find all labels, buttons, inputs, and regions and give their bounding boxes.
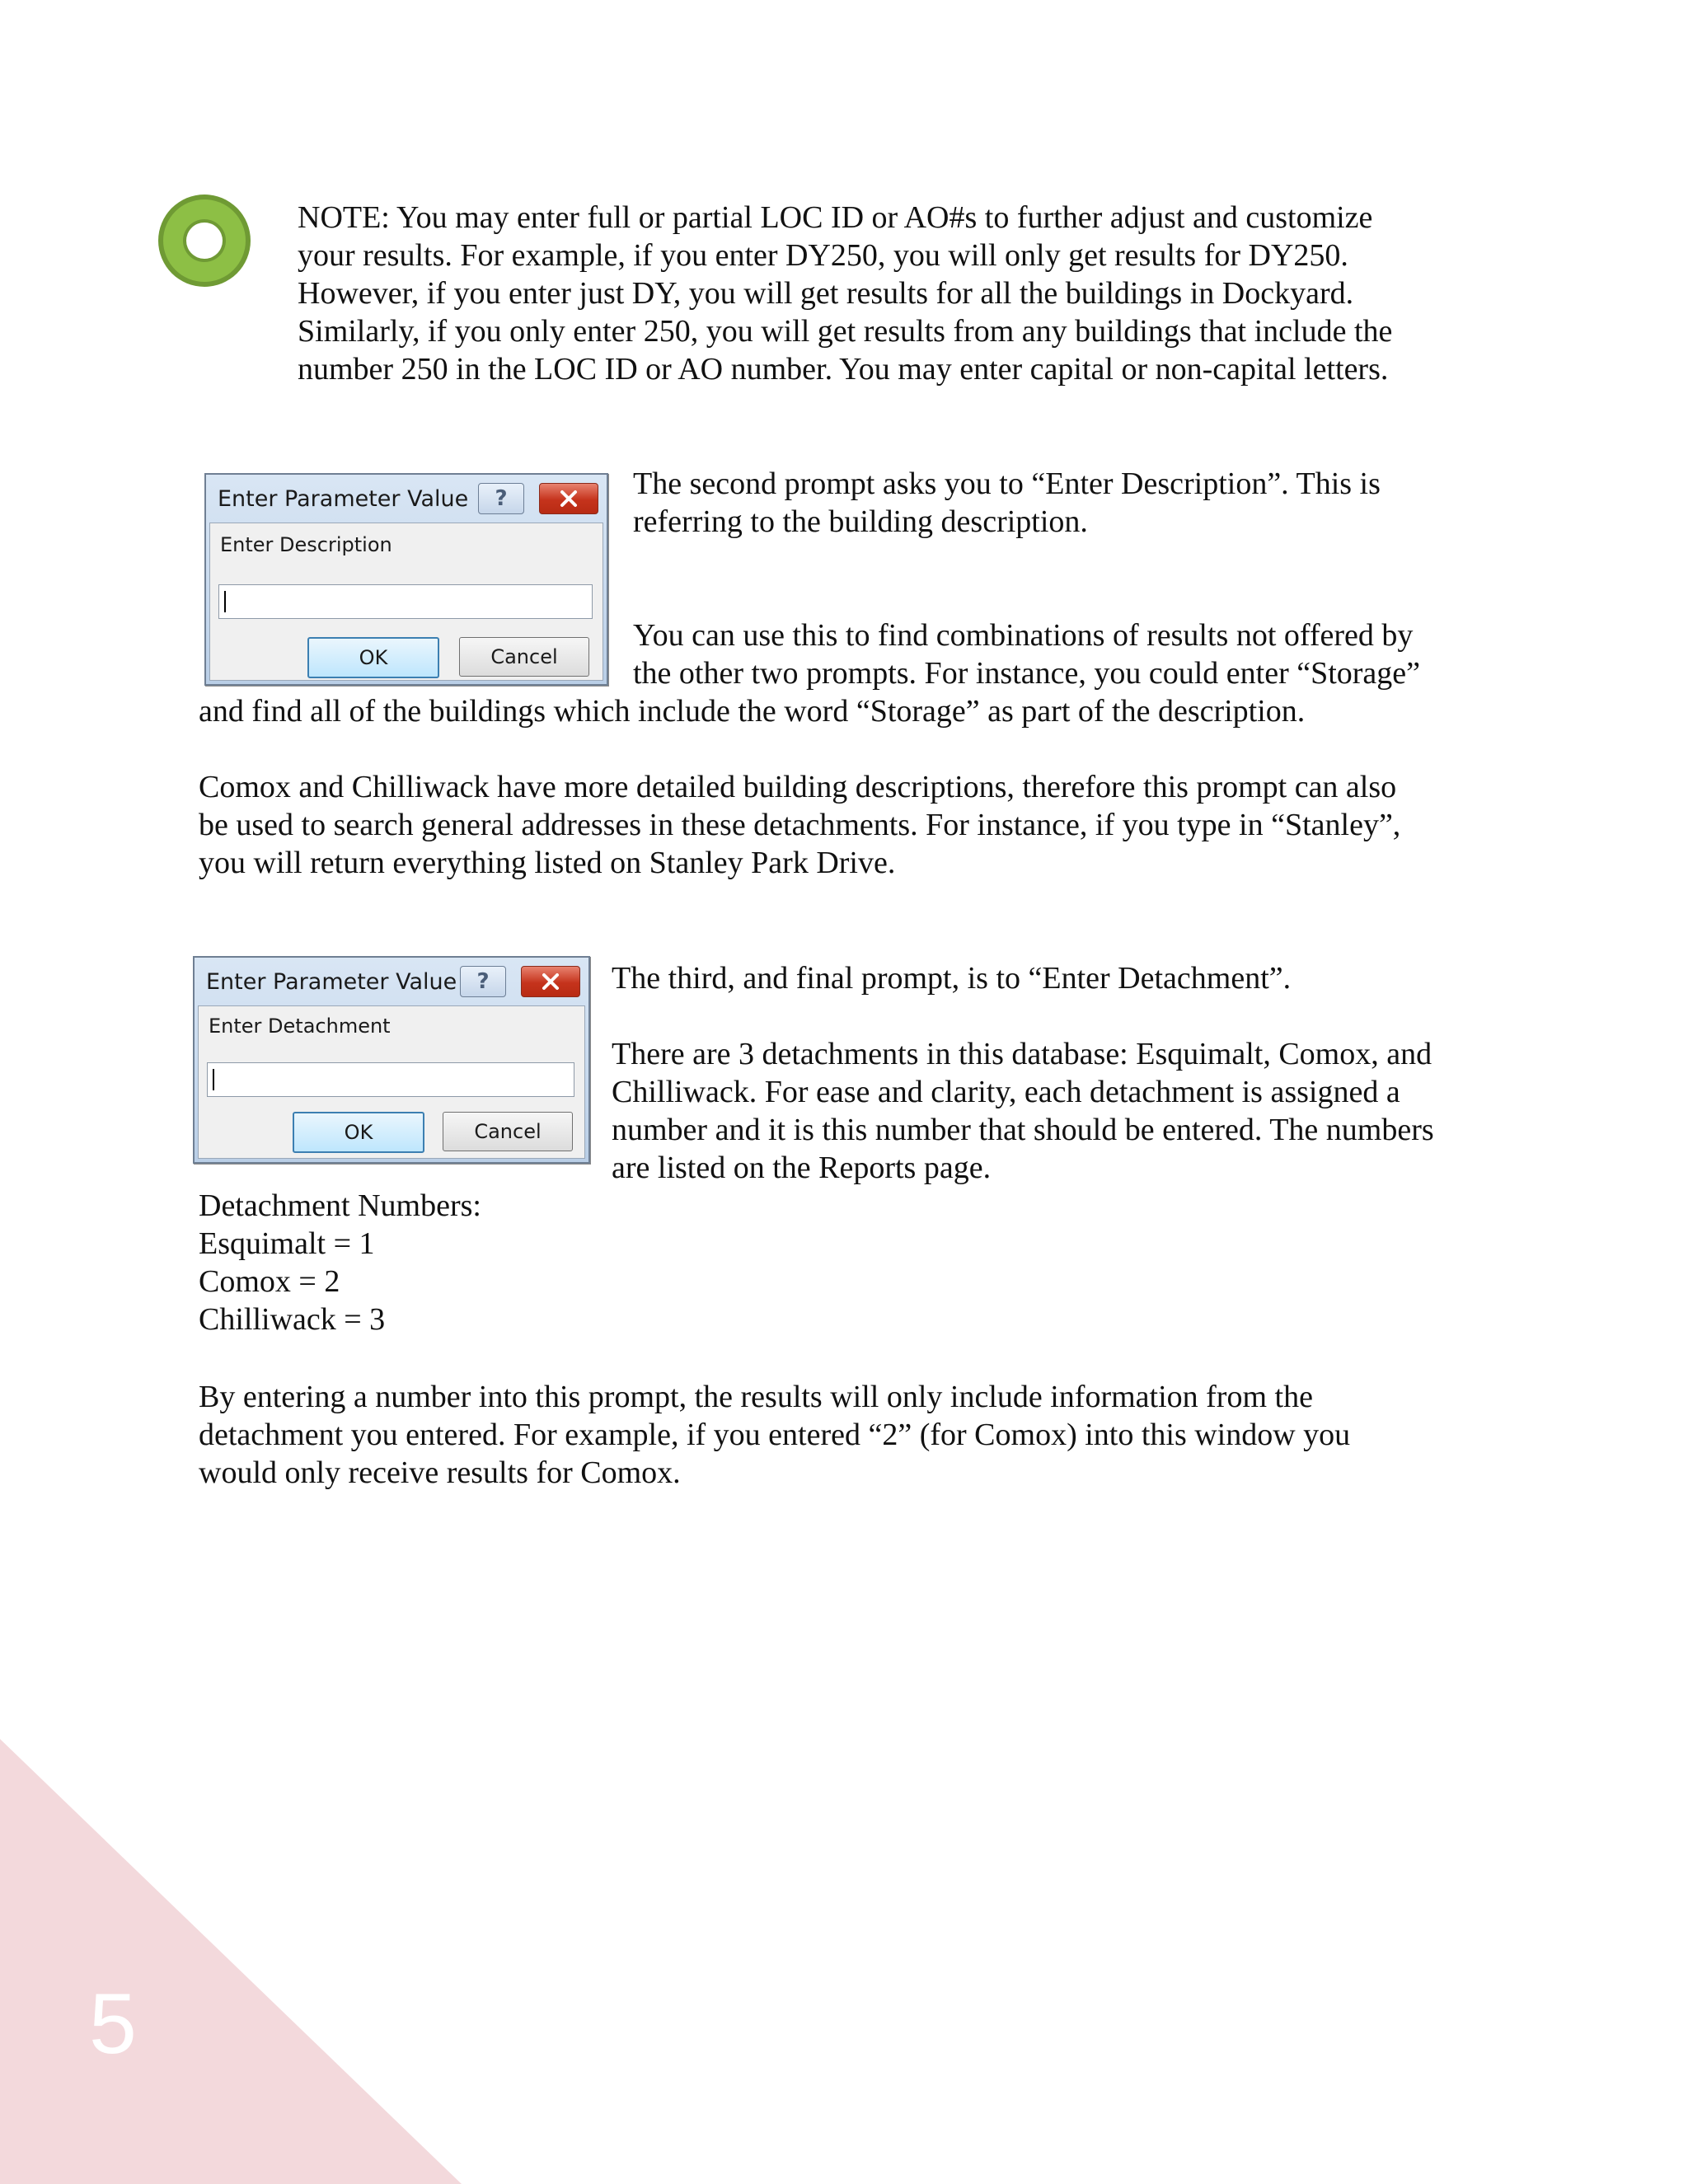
- close-icon: [540, 972, 561, 991]
- close-button[interactable]: [539, 483, 598, 514]
- text-line: There are 3 detachments in this database: Esquimalt, Comox, and: [612, 1037, 1432, 1071]
- note-ring-icon: [155, 191, 254, 290]
- help-button[interactable]: [478, 483, 524, 514]
- detachment-input[interactable]: [207, 1062, 574, 1097]
- enter-detachment-dialog: [193, 956, 590, 1164]
- text-line: would only receive results for Comox.: [199, 1455, 681, 1490]
- text-caret: [224, 591, 226, 612]
- ok-button[interactable]: OK: [307, 637, 439, 678]
- enter-description-dialog: [204, 473, 608, 686]
- dialog-body: [209, 523, 603, 681]
- text-line: By entering a number into this prompt, the results will only include information from the: [199, 1380, 1313, 1414]
- close-icon: [558, 490, 579, 508]
- note-paragraph: [298, 199, 1392, 388]
- text-line: detachment you entered. For example, if you entered “2” (for Comox) into this window you: [199, 1418, 1351, 1452]
- detachment-intro: The third, and final prompt, is to “Enter Detachment”.: [612, 961, 1292, 996]
- text-caret: [213, 1069, 214, 1090]
- note-line: NOTE: You may enter full or partial LOC ID or AO#s to further adjust and customize: [298, 200, 1373, 235]
- text-line: The second prompt asks you to “Enter Description”. This is: [633, 466, 1381, 501]
- help-icon: ?: [495, 486, 508, 511]
- dialog-title: Enter Parameter Value: [206, 969, 457, 995]
- comox-paragraph: [199, 768, 1400, 882]
- dialog-title: Enter Parameter Value: [218, 486, 469, 512]
- ok-button[interactable]: OK: [293, 1112, 424, 1153]
- description-intro: [633, 465, 1381, 541]
- cancel-button[interactable]: Cancel: [443, 1112, 573, 1151]
- text-line: the other two prompts. For instance, you could enter “Storage”: [633, 656, 1421, 691]
- text-line: referring to the building description.: [633, 504, 1088, 539]
- footer-corner-decoration: [0, 1739, 462, 2184]
- description-combo-wrap: and find all of the buildings which include the word “Storage” as part of the description.: [199, 694, 1306, 729]
- close-button[interactable]: [521, 966, 580, 997]
- cancel-button[interactable]: Cancel: [459, 637, 589, 677]
- text-line: Chilliwack. For ease and clarity, each detachment is assigned a: [612, 1075, 1400, 1109]
- dialog-body: [198, 1005, 585, 1159]
- list-item: Esquimalt = 1: [199, 1226, 375, 1261]
- detachment-details: [612, 1035, 1434, 1187]
- help-icon: ?: [476, 969, 490, 994]
- help-button[interactable]: [460, 966, 506, 997]
- note-line: However, if you enter just DY, you will get results for all the buildings in Dockyard.: [298, 276, 1354, 311]
- prompt-label: Enter Detachment: [209, 1015, 391, 1038]
- text-line: are listed on the Reports page.: [612, 1151, 992, 1185]
- description-input[interactable]: [218, 584, 593, 619]
- text-line: You can use this to find combinations of results not offered by: [633, 618, 1414, 653]
- list-item: Chilliwack = 3: [199, 1302, 386, 1337]
- text-line: be used to search general addresses in these detachments. For instance, if you type in “Stanley”,: [199, 808, 1401, 842]
- description-combo: [633, 616, 1420, 692]
- closing-paragraph: [199, 1378, 1350, 1492]
- prompt-label: Enter Description: [220, 533, 392, 556]
- text-line: number and it is this number that should be entered. The numbers: [612, 1113, 1434, 1147]
- numbers-heading: Detachment Numbers:: [199, 1188, 481, 1223]
- note-line: your results. For example, if you enter DY250, you will only get results for DY250.: [298, 238, 1348, 273]
- detachment-numbers: [199, 1187, 481, 1338]
- page-number: 5: [89, 1976, 137, 2072]
- note-line: Similarly, if you only enter 250, you will get results from any buildings that include the: [298, 314, 1393, 349]
- text-line: Comox and Chilliwack have more detailed building descriptions, therefore this prompt can also: [199, 770, 1397, 804]
- note-line: number 250 in the LOC ID or AO number. You may enter capital or non-capital letters.: [298, 352, 1389, 387]
- text-line: you will return everything listed on Stanley Park Drive.: [199, 846, 896, 880]
- list-item: Comox = 2: [199, 1264, 340, 1299]
